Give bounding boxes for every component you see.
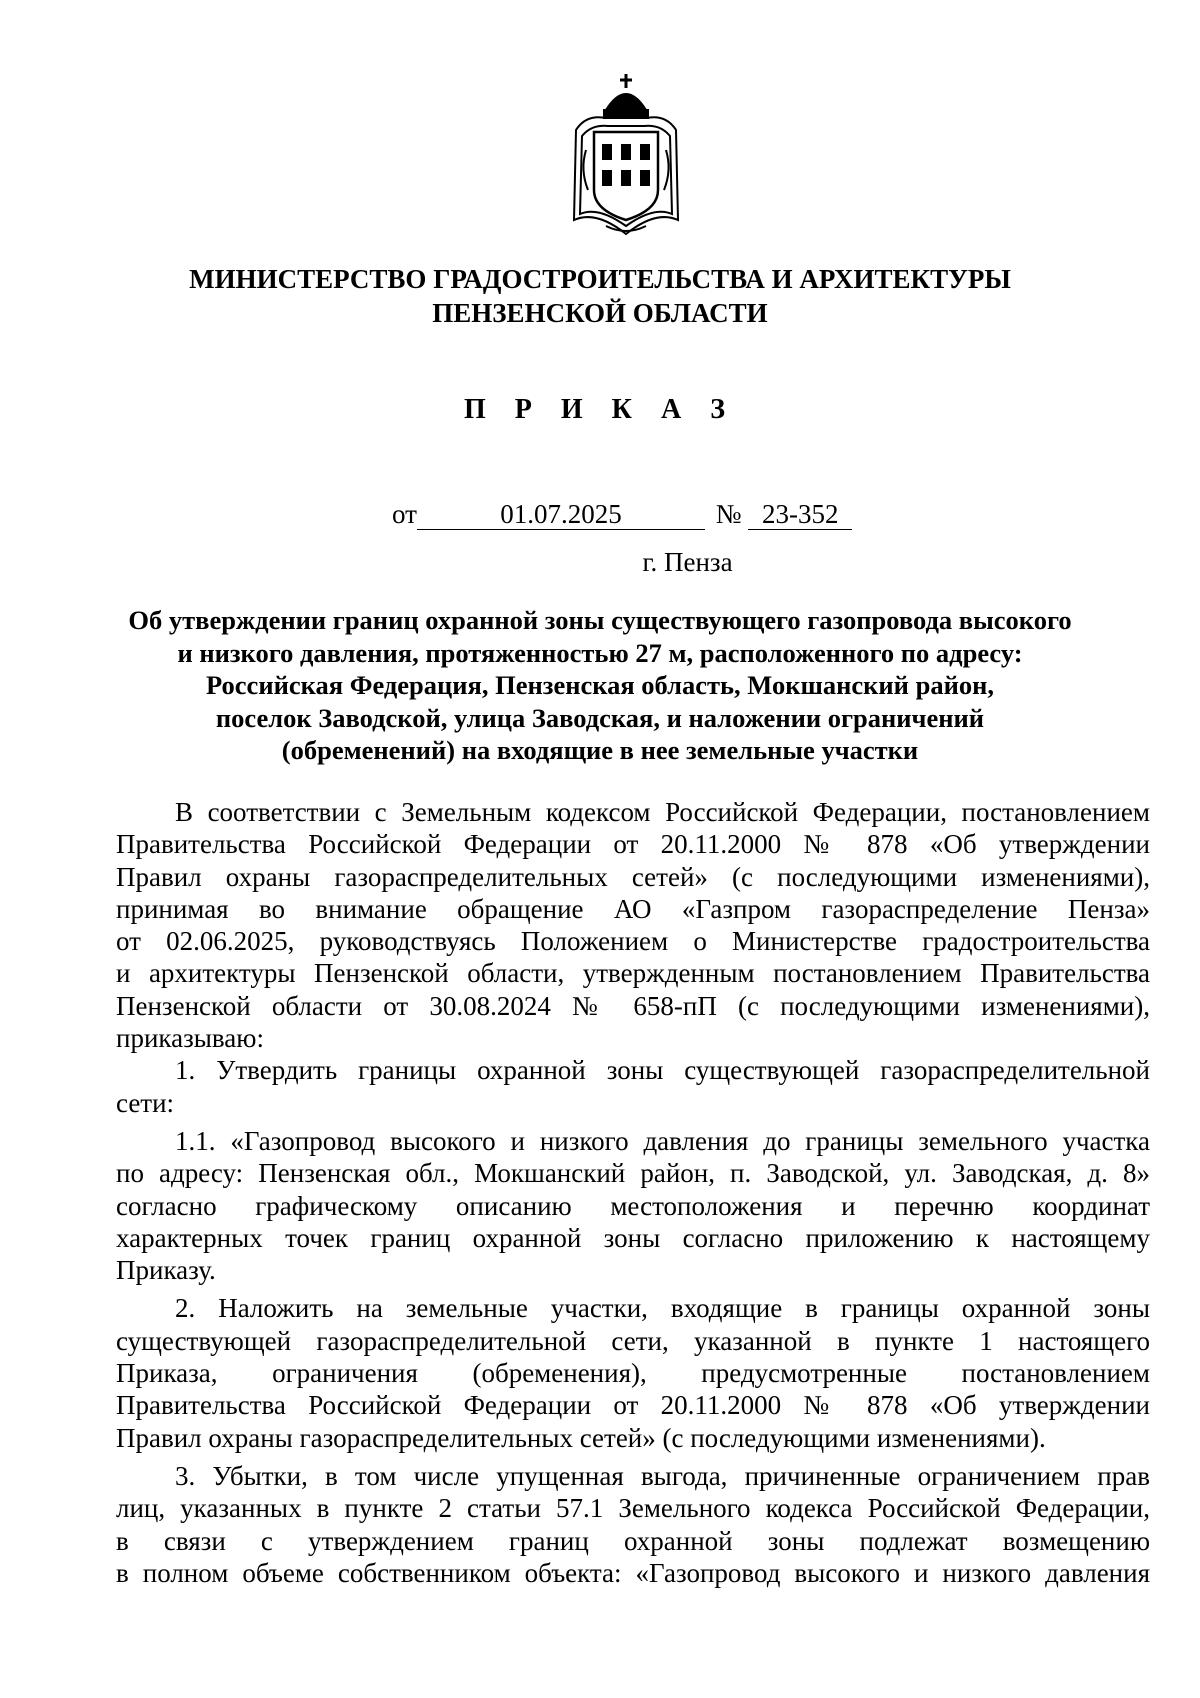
body-line: Правил охраны газораспределительных сетей» (с последующими изменениями). bbox=[116, 1422, 1046, 1453]
body-line: сети: bbox=[116, 1087, 175, 1118]
order-date: 01.07.2025 bbox=[417, 499, 705, 530]
requisites-line bbox=[392, 497, 852, 531]
order-number: 23-352 bbox=[748, 499, 852, 530]
body-line: 2. Наложить на земельные участки, входящие в границы охранной зоны bbox=[175, 1293, 1150, 1324]
body-line: 1. Утвердить границы охранной зоны существующей газораспределительной bbox=[175, 1055, 1150, 1086]
body-line: Правил охраны газораспределительных сетей» (с последующими изменениями), bbox=[116, 861, 1150, 892]
title-line: и низкого давления, протяженностью 27 м, расположенного по адресу: bbox=[177, 637, 1023, 668]
ministry-line-2: ПЕНЗЕНСКОЙ ОБЛАСТИ bbox=[432, 298, 768, 328]
body-line: в полном объеме собственником объекта: «Газопровод высокого и низкого давления bbox=[116, 1557, 1150, 1588]
title-line: Российская Федерация, Пензенская область, Мокшанский район, bbox=[206, 670, 994, 700]
body-line: Правительства Российской Федерации от 20.11.2000 № 878 «Об утверждении bbox=[116, 829, 1150, 860]
body-line: от 02.06.2025, руководствуясь Положением о Министерстве градостроительства bbox=[116, 926, 1150, 957]
title-line: (обременений) на входящие в нее земельные участки bbox=[281, 735, 919, 765]
body-line: существующей газораспределительной сети, указанной в пункте 1 настоящего bbox=[116, 1325, 1150, 1356]
body-line: лиц, указанных в пункте 2 статьи 57.1 Земельного кодекса Российской Федерации, bbox=[116, 1493, 1150, 1524]
body-line: Пензенской области от 30.08.2024 № 658-пП (с последующими изменениями), bbox=[116, 990, 1150, 1021]
body-line: принимая во внимание обращение АО «Газпром газораспределение Пенза» bbox=[116, 893, 1150, 924]
title-line: Об утверждении границ охранной зоны существующего газопровода высокого bbox=[128, 605, 1072, 635]
number-label: № bbox=[715, 499, 742, 529]
body-line: Правительства Российской Федерации от 20.11.2000 № 878 «Об утверждении bbox=[116, 1390, 1150, 1421]
title-line: поселок Заводской, улица Заводская, и наложении ограничений bbox=[215, 702, 985, 733]
body-line: В соответствии с Земельным кодексом Российской Федерации, постановлением bbox=[175, 797, 1150, 827]
document-title bbox=[100, 604, 1100, 767]
ministry-heading bbox=[100, 262, 1100, 330]
body-line: и архитектуры Пензенской области, утвержденным постановлением Правительства bbox=[116, 958, 1150, 989]
body-line: по адресу: Пензенская обл., Мокшанский район, п. Заводской, ул. Заводская, д. 8» bbox=[116, 1158, 1150, 1189]
document-type: П Р И К А З bbox=[464, 394, 736, 425]
body-line: приказываю: bbox=[116, 1023, 264, 1054]
city-name: г. Пенза bbox=[642, 547, 733, 577]
body-line: Приказу. bbox=[116, 1255, 216, 1286]
body-line: 1.1. «Газопровод высокого и низкого давления до границы земельного участка bbox=[175, 1125, 1150, 1156]
body-line: Приказа, ограничения (обременения), предусмотренные постановлением bbox=[116, 1358, 1150, 1389]
ministry-line-1: МИНИСТЕРСТВО ГРАДОСТРОИТЕЛЬСТВА И АРХИТЕКТУРЫ bbox=[189, 264, 1011, 294]
body-line: согласно графическому описанию местоположения и перечню координат bbox=[116, 1190, 1150, 1221]
from-label: от bbox=[392, 499, 417, 529]
coat-of-arms-emblem bbox=[566, 70, 686, 238]
body-line: характерных точек границ охранной зоны согласно приложению к настоящему bbox=[116, 1222, 1150, 1253]
body-line: 3. Убытки, в том числе упущенная выгода, причиненные ограничением прав bbox=[175, 1460, 1150, 1491]
document-body bbox=[116, 796, 1150, 1589]
body-line: в связи с утверждением границ охранной зоны подлежат возмещению bbox=[116, 1525, 1150, 1556]
